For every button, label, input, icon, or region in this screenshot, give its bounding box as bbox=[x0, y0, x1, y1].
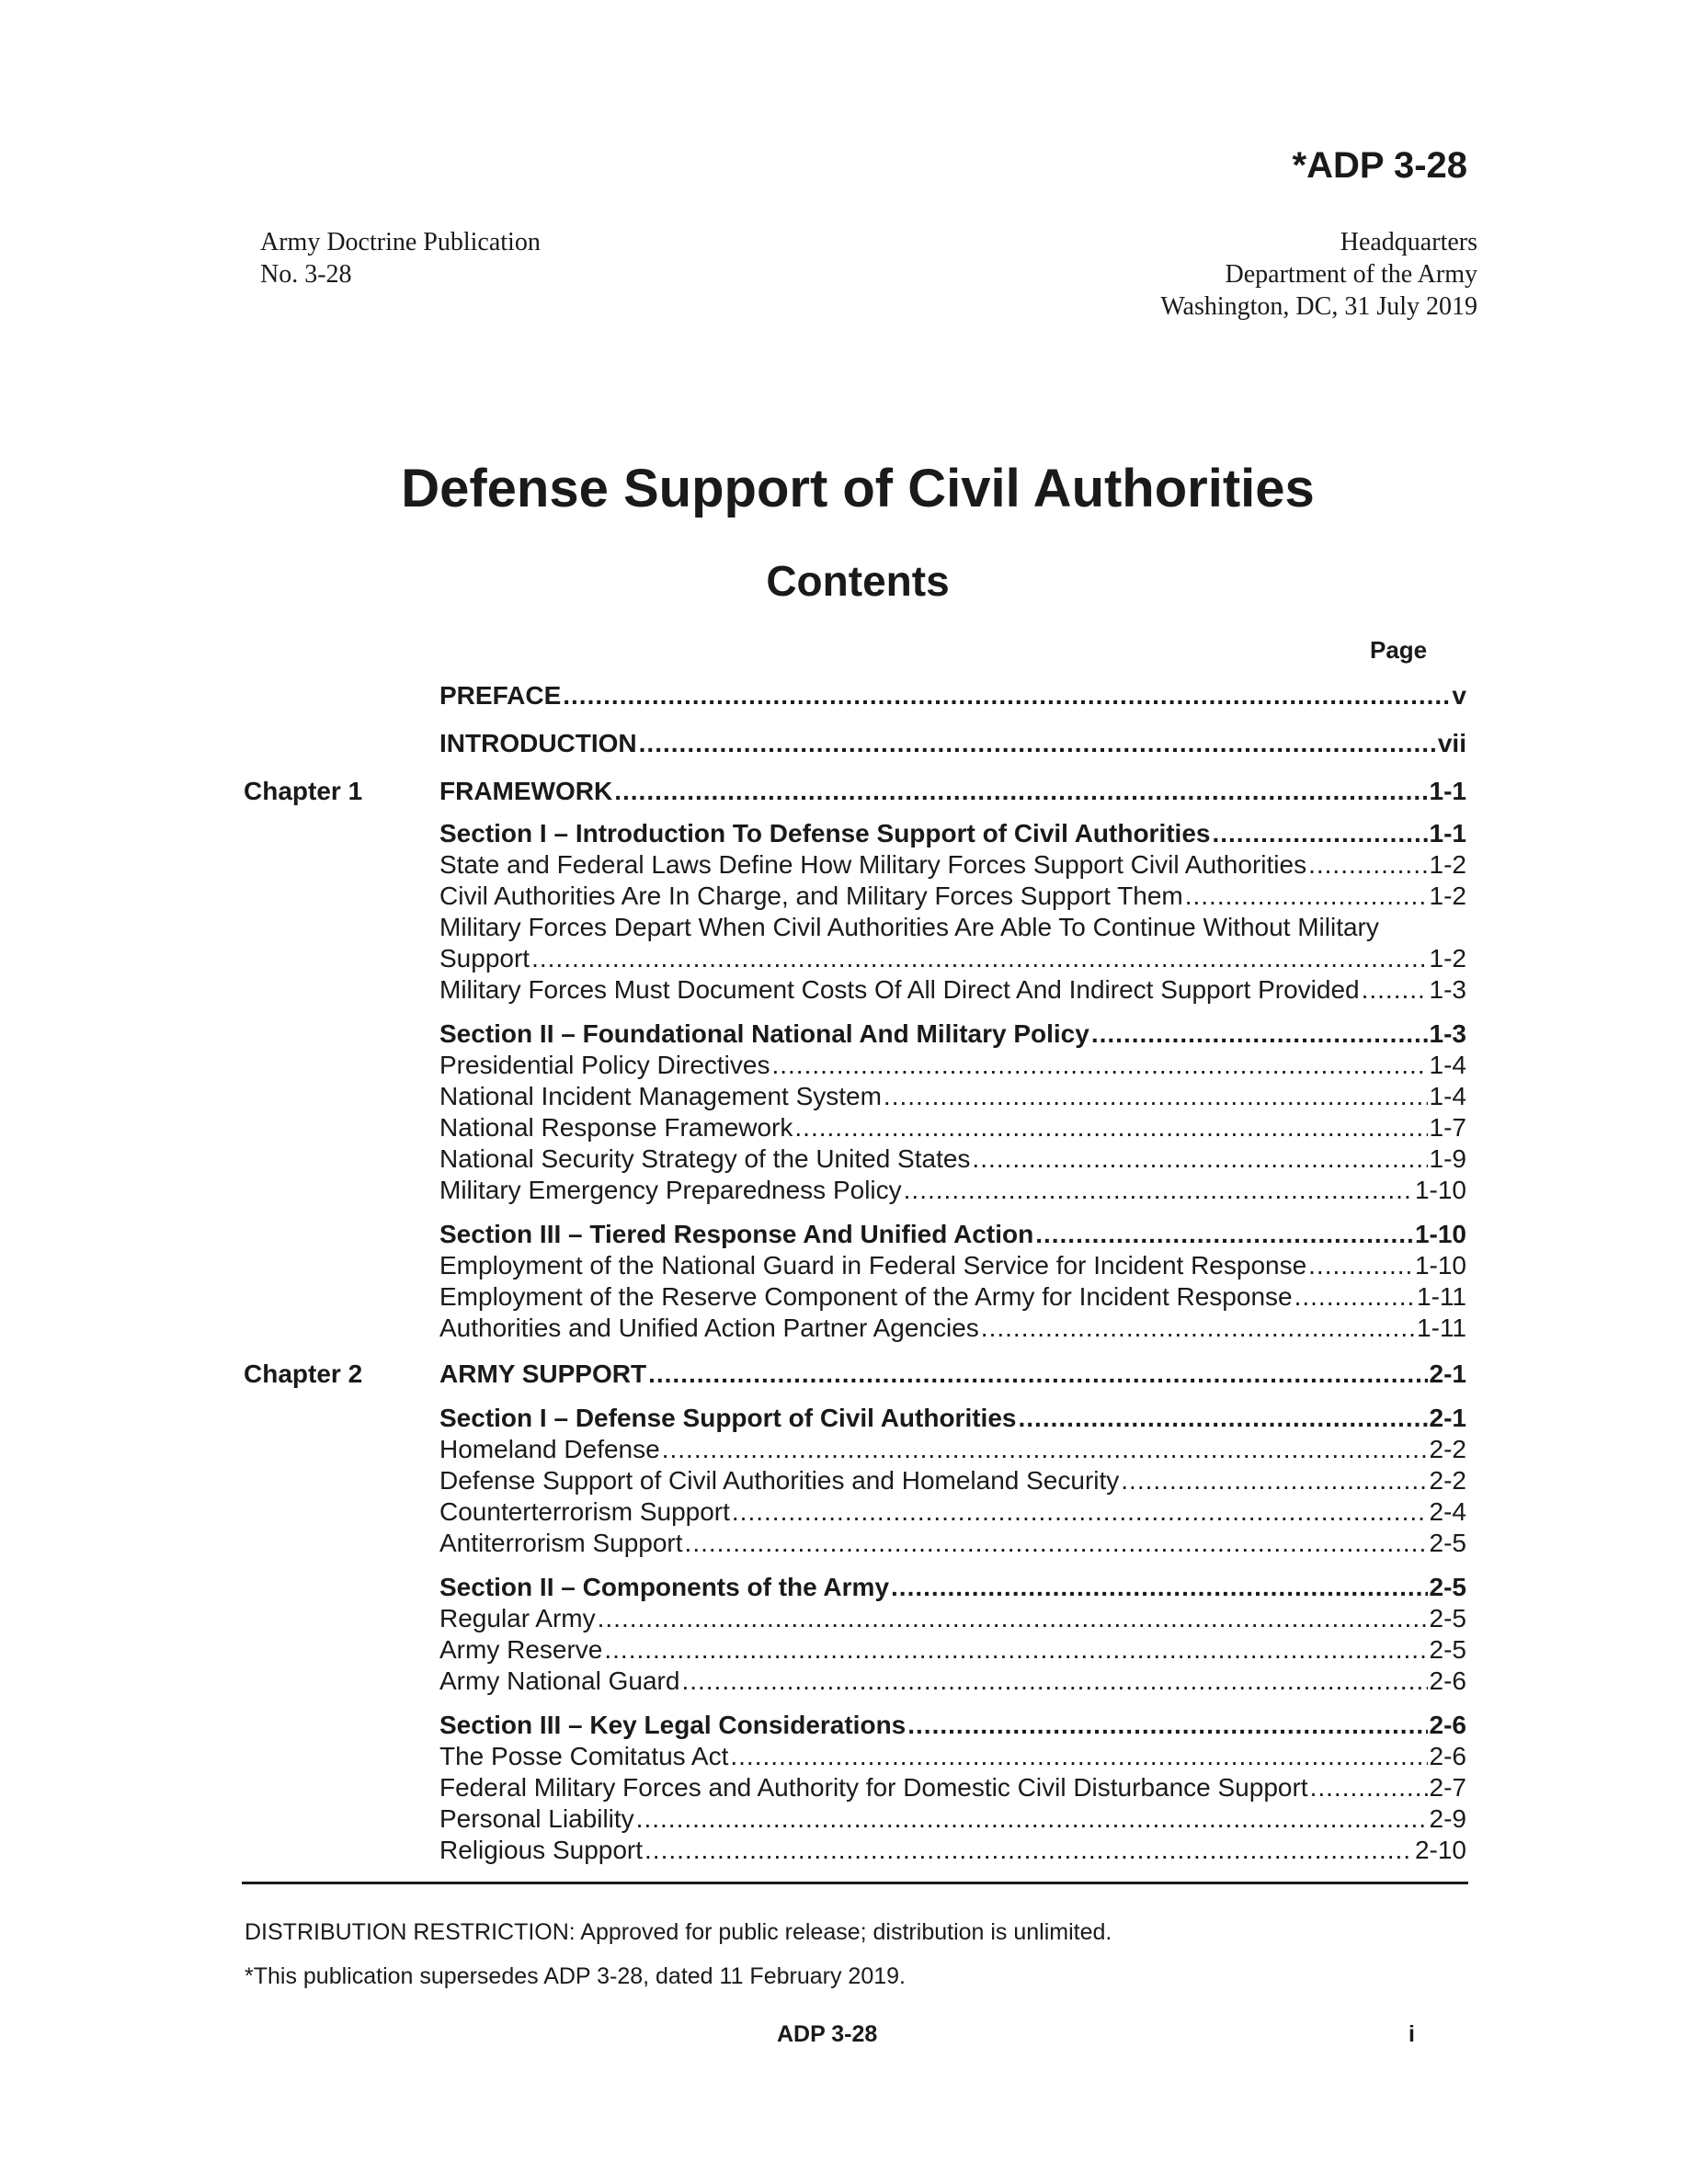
toc-page-number: 2-2 bbox=[1429, 1435, 1466, 1463]
toc-dot-leader bbox=[730, 1741, 1427, 1772]
toc-entry-line bbox=[439, 849, 1466, 881]
toc-page-number: 2-10 bbox=[1414, 1836, 1466, 1864]
toc-entry bbox=[244, 1465, 1466, 1496]
toc-page-number: 2-6 bbox=[1429, 1742, 1466, 1770]
toc-entry bbox=[244, 1434, 1466, 1465]
toc-entry-line bbox=[439, 1465, 1466, 1496]
publication-number: *ADP 3-28 bbox=[1292, 145, 1467, 186]
toc-dot-leader bbox=[648, 1359, 1427, 1390]
toc-entry-line bbox=[439, 1018, 1466, 1050]
toc-dot-leader bbox=[662, 1434, 1428, 1465]
toc-entry-line bbox=[439, 1112, 1466, 1143]
toc-entry-line bbox=[439, 1772, 1466, 1803]
toc-entry bbox=[244, 776, 1466, 807]
toc-page-number: 1-7 bbox=[1429, 1113, 1466, 1142]
toc-entry-title: Counterterrorism Support bbox=[439, 1497, 730, 1526]
toc-page-number: 1-10 bbox=[1414, 1251, 1466, 1280]
toc-dot-leader bbox=[685, 1528, 1428, 1559]
toc-dot-leader bbox=[639, 728, 1436, 759]
toc-entry bbox=[244, 1572, 1466, 1603]
toc-entry-line bbox=[439, 1175, 1466, 1206]
toc-entry-title: Military Forces Depart When Civil Authorities Are Able To Continue Without Military bbox=[439, 913, 1379, 941]
toc-dot-leader bbox=[904, 1175, 1413, 1206]
toc-page-number: 2-6 bbox=[1429, 1711, 1466, 1739]
toc-dot-leader bbox=[907, 1710, 1427, 1741]
header-right-line: Headquarters bbox=[1340, 228, 1477, 256]
toc-entry-line bbox=[439, 1313, 1466, 1344]
toc-entry-title: Section II – Foundational National And Military Policy bbox=[439, 1019, 1089, 1048]
toc-entry-title: Section I – Introduction To Defense Support of Civil Authorities bbox=[439, 819, 1211, 847]
toc-page-number: 2-6 bbox=[1429, 1666, 1466, 1695]
toc-entry bbox=[244, 680, 1466, 711]
toc-entry-line bbox=[439, 1496, 1466, 1528]
toc-entry-title: INTRODUCTION bbox=[439, 729, 637, 757]
toc-entry-line bbox=[439, 1572, 1466, 1603]
toc-entry bbox=[244, 728, 1466, 759]
toc-page-number: 2-5 bbox=[1429, 1529, 1466, 1557]
toc-page-number: 1-1 bbox=[1429, 819, 1466, 847]
toc-dot-leader bbox=[891, 1572, 1428, 1603]
toc-entry-line bbox=[439, 1803, 1466, 1835]
toc-dot-leader bbox=[563, 680, 1450, 711]
toc-entry-title: Federal Military Forces and Authority for Domestic Civil Disturbance Support bbox=[439, 1773, 1308, 1802]
toc-dot-leader bbox=[681, 1666, 1427, 1697]
toc-entry bbox=[244, 1359, 1466, 1390]
toc-entry-line bbox=[439, 1219, 1466, 1250]
toc-page-number: 1-2 bbox=[1429, 850, 1466, 879]
toc-entry bbox=[244, 1281, 1466, 1313]
toc-entry-title: Personal Liability bbox=[439, 1804, 634, 1833]
toc-entry-title: Presidential Policy Directives bbox=[439, 1051, 770, 1079]
header-right-line: Department of the Army bbox=[1225, 260, 1477, 289]
toc-page-number: 1-3 bbox=[1429, 975, 1466, 1004]
toc-page-number: 1-9 bbox=[1429, 1144, 1466, 1173]
toc-entry-title: Section III – Tiered Response And Unified Action bbox=[439, 1220, 1034, 1248]
toc-entry bbox=[244, 1403, 1466, 1434]
toc-page-number: 1-11 bbox=[1417, 1314, 1466, 1342]
toc-dot-leader bbox=[1035, 1219, 1413, 1250]
toc-dot-leader bbox=[1362, 974, 1428, 1006]
toc-entry bbox=[244, 1219, 1466, 1250]
toc-dot-leader bbox=[614, 776, 1427, 807]
toc-dot-leader bbox=[1018, 1403, 1427, 1434]
toc-entry-title: Authorities and Unified Action Partner Agencies bbox=[439, 1314, 979, 1342]
toc-entry-title: Military Forces Must Document Costs Of All Direct And Indirect Support Provided bbox=[439, 975, 1360, 1004]
toc-entry bbox=[244, 1018, 1466, 1050]
toc-dot-leader bbox=[1308, 849, 1427, 881]
toc-entry-line bbox=[439, 680, 1466, 711]
toc-entry-title: The Posse Comitatus Act bbox=[439, 1742, 729, 1770]
toc-entry-title: Homeland Defense bbox=[439, 1435, 660, 1463]
toc-entry-title: Employment of the Reserve Component of the Army for Incident Response bbox=[439, 1282, 1293, 1311]
toc-page-number: 1-10 bbox=[1414, 1176, 1466, 1204]
toc-entry bbox=[244, 1081, 1466, 1112]
toc-chapter-label: Chapter 2 bbox=[244, 1359, 363, 1388]
toc-page-number: 2-5 bbox=[1429, 1635, 1466, 1664]
toc-entry bbox=[244, 912, 1466, 943]
contents-heading: Contents bbox=[766, 557, 950, 605]
toc-entry bbox=[244, 1741, 1466, 1772]
toc-entry bbox=[244, 1175, 1466, 1206]
header-left-line: Army Doctrine Publication bbox=[260, 228, 541, 256]
toc-entry-line bbox=[439, 1603, 1466, 1634]
toc-dot-leader bbox=[771, 1050, 1427, 1081]
toc-entry bbox=[244, 1050, 1466, 1081]
toc-entry bbox=[244, 1710, 1466, 1741]
toc-entry bbox=[244, 818, 1466, 849]
toc-entry bbox=[244, 1835, 1466, 1866]
distribution-restriction: DISTRIBUTION RESTRICTION: Approved for public release; distribution is unlimited. bbox=[245, 1919, 1112, 1945]
toc-entry-line bbox=[439, 1710, 1466, 1741]
toc-entry-title: PREFACE bbox=[439, 681, 562, 710]
toc-dot-leader bbox=[1121, 1465, 1427, 1496]
footer-publication: ADP 3-28 bbox=[777, 2021, 878, 2047]
toc-entry-title: Section III – Key Legal Considerations bbox=[439, 1711, 907, 1739]
toc-entry bbox=[244, 1603, 1466, 1634]
toc-entry-title: National Security Strategy of the United States bbox=[439, 1144, 971, 1173]
supersedes-note: *This publication supersedes ADP 3-28, dated 11 February 2019. bbox=[245, 1963, 906, 1989]
toc-entry-title: Employment of the National Guard in Federal Service for Incident Response bbox=[439, 1251, 1307, 1280]
toc-dot-leader bbox=[1310, 1772, 1428, 1803]
toc-entry-line bbox=[439, 1359, 1466, 1390]
toc-entry-line bbox=[439, 881, 1466, 912]
toc-page-number: 1-10 bbox=[1414, 1220, 1466, 1248]
header-right-line: Washington, DC, 31 July 2019 bbox=[1160, 292, 1477, 321]
header-left-line: No. 3-28 bbox=[260, 260, 352, 289]
toc-page-number: 1-4 bbox=[1429, 1082, 1466, 1110]
toc-entry-line bbox=[439, 1081, 1466, 1112]
toc-entry-line bbox=[439, 912, 1466, 943]
toc-dot-leader bbox=[1295, 1281, 1415, 1313]
toc-page-number: 1-3 bbox=[1429, 1019, 1466, 1048]
toc-entry-title: Section I – Defense Support of Civil Authorities bbox=[439, 1404, 1017, 1432]
toc-entry-title: Religious Support bbox=[439, 1836, 644, 1864]
toc-page-number: 1-2 bbox=[1429, 882, 1466, 910]
toc-entry bbox=[244, 1313, 1466, 1344]
footer-page-number: i bbox=[1409, 2021, 1415, 2047]
toc-dot-leader bbox=[604, 1634, 1427, 1666]
toc-entry-line bbox=[439, 1434, 1466, 1465]
toc-entry-line bbox=[439, 1143, 1466, 1175]
document-title: Defense Support of Civil Authorities bbox=[401, 459, 1315, 518]
toc-entry-title: ARMY SUPPORT bbox=[439, 1359, 647, 1388]
toc-entry bbox=[244, 943, 1466, 974]
toc-entry bbox=[244, 849, 1466, 881]
toc-entry-line bbox=[439, 1634, 1466, 1666]
toc-page-number: 2-7 bbox=[1429, 1773, 1466, 1802]
toc-page-number: 2-5 bbox=[1429, 1573, 1466, 1601]
toc-entry bbox=[244, 1143, 1466, 1175]
toc-entry-line bbox=[439, 1281, 1466, 1313]
toc-entry bbox=[244, 974, 1466, 1006]
toc-page-number: 2-1 bbox=[1429, 1404, 1466, 1432]
toc-dot-leader bbox=[644, 1835, 1413, 1866]
toc-entry-title: National Response Framework bbox=[439, 1113, 793, 1142]
toc-entry-title: Regular Army bbox=[439, 1604, 596, 1632]
publication-header-left bbox=[260, 226, 541, 290]
toc-page-number: 2-5 bbox=[1429, 1604, 1466, 1632]
toc-dot-leader bbox=[636, 1803, 1428, 1835]
toc-page-number: vii bbox=[1437, 729, 1466, 757]
toc-entry-title: National Incident Management System bbox=[439, 1082, 882, 1110]
toc-entry-title: Army Reserve bbox=[439, 1635, 603, 1664]
toc-entry bbox=[244, 1528, 1466, 1559]
toc-entry-title: Military Emergency Preparedness Policy bbox=[439, 1176, 902, 1204]
toc-page-number: 1-11 bbox=[1417, 1282, 1466, 1311]
toc-entry-title: FRAMEWORK bbox=[439, 777, 613, 805]
toc-entry-title: State and Federal Laws Define How Military Forces Support Civil Authorities bbox=[439, 850, 1307, 879]
toc-entry bbox=[244, 881, 1466, 912]
toc-page-number: 1-1 bbox=[1429, 777, 1466, 805]
toc-entry-line bbox=[439, 1050, 1466, 1081]
toc-page-number: 1-2 bbox=[1429, 944, 1466, 973]
toc-dot-leader bbox=[1308, 1250, 1413, 1281]
toc-entry-line bbox=[439, 818, 1466, 849]
toc-entry-line bbox=[439, 943, 1466, 974]
toc-entry-title: Army National Guard bbox=[439, 1666, 680, 1695]
toc-page-number: 1-4 bbox=[1429, 1051, 1466, 1079]
toc-dot-leader bbox=[1185, 881, 1428, 912]
toc-entry-line bbox=[439, 776, 1466, 807]
toc-chapter-label: Chapter 1 bbox=[244, 777, 363, 805]
toc-dot-leader bbox=[1212, 818, 1427, 849]
toc-dot-leader bbox=[884, 1081, 1428, 1112]
toc-entry-title: Section II – Components of the Army bbox=[439, 1573, 890, 1601]
toc-entry-line bbox=[439, 1528, 1466, 1559]
toc-entry-line bbox=[439, 1250, 1466, 1281]
toc-page-number: 2-2 bbox=[1429, 1466, 1466, 1495]
toc-entry bbox=[244, 1496, 1466, 1528]
toc-dot-leader bbox=[794, 1112, 1427, 1143]
toc-entry-line bbox=[439, 1741, 1466, 1772]
toc-entry-line bbox=[439, 728, 1466, 759]
toc-entry-line bbox=[439, 1403, 1466, 1434]
toc-entry-line bbox=[439, 1835, 1466, 1866]
toc-entry bbox=[244, 1250, 1466, 1281]
toc-dot-leader bbox=[598, 1603, 1428, 1634]
toc-page-number: 2-9 bbox=[1429, 1804, 1466, 1833]
toc-entry-title: Defense Support of Civil Authorities and Homeland Security bbox=[439, 1466, 1120, 1495]
toc-dot-leader bbox=[531, 943, 1427, 974]
toc-entry-title: Support bbox=[439, 944, 530, 973]
toc-entry-title: Civil Authorities Are In Charge, and Military Forces Support Them bbox=[439, 882, 1183, 910]
toc-dot-leader bbox=[732, 1496, 1428, 1528]
toc-page-number: v bbox=[1452, 681, 1466, 710]
toc-entry-line bbox=[439, 1666, 1466, 1697]
toc-entry bbox=[244, 1634, 1466, 1666]
toc-dot-leader bbox=[981, 1313, 1415, 1344]
toc-page-number: 2-1 bbox=[1429, 1359, 1466, 1388]
toc-entry bbox=[244, 1803, 1466, 1835]
toc-dot-leader bbox=[972, 1143, 1427, 1175]
toc-entry-line bbox=[439, 974, 1466, 1006]
publication-header-right bbox=[1160, 226, 1477, 323]
toc-entry bbox=[244, 1112, 1466, 1143]
toc-entry-title: Antiterrorism Support bbox=[439, 1529, 683, 1557]
footer-divider bbox=[242, 1882, 1468, 1884]
toc-entry bbox=[244, 1772, 1466, 1803]
page-column-label: Page bbox=[1370, 636, 1428, 664]
toc-page-number: 2-4 bbox=[1429, 1497, 1466, 1526]
toc-dot-leader bbox=[1091, 1018, 1428, 1050]
toc-entry bbox=[244, 1666, 1466, 1697]
